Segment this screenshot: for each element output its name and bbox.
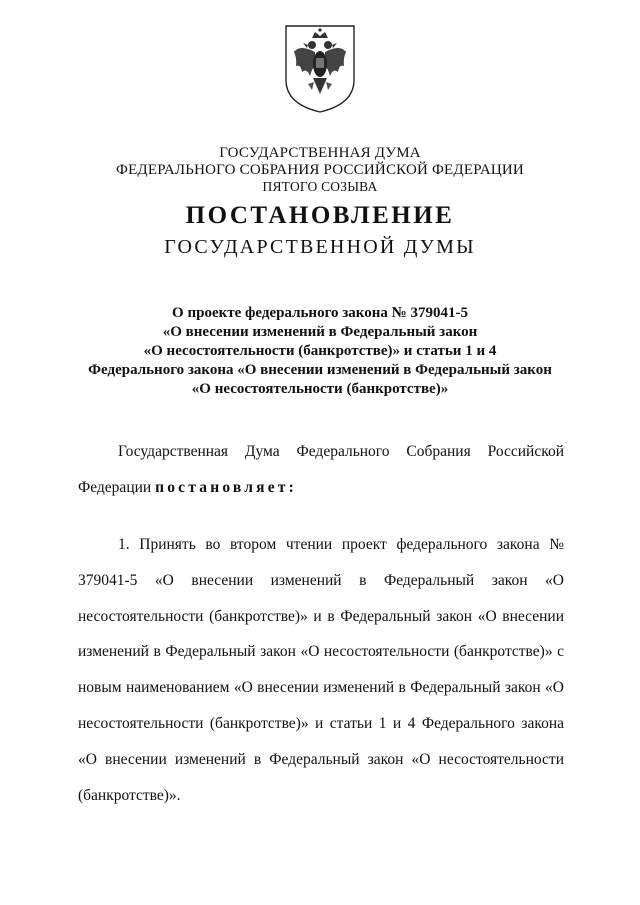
org-line-assembly: ФЕДЕРАЛЬНОГО СОБРАНИЯ РОССИЙСКОЙ ФЕДЕРАЦИИ bbox=[116, 162, 524, 178]
subject-line: «О несостоятельности (банкротстве)» и статьи 1 и 4 bbox=[143, 343, 497, 359]
preamble-text: Государственная Дума Федерального Собрания Российской Федерации bbox=[78, 443, 564, 496]
document-issuer: ГОСУДАРСТВЕННОЙ ДУМЫ bbox=[164, 236, 476, 258]
org-line-duma: ГОСУДАРСТВЕННАЯ ДУМА bbox=[219, 145, 421, 161]
subject-line: «О несостоятельности (банкротстве)» bbox=[191, 381, 449, 397]
subject-line: «О внесении изменений в Федеральный закон bbox=[162, 324, 478, 340]
emblem-left-wing bbox=[294, 48, 315, 76]
emblem-right-head bbox=[324, 41, 332, 49]
emblem-right-wing bbox=[325, 48, 346, 76]
preamble-paragraph bbox=[78, 434, 564, 506]
emblem-crown bbox=[312, 32, 328, 38]
org-line-convocation: ПЯТОГО СОЗЫВА bbox=[262, 179, 378, 194]
russian-coat-of-arms-icon bbox=[282, 22, 358, 114]
item-1-paragraph: 1. Принять во втором чтении проект федерального закона № 379041-5 «О внесении изменений в Федеральный закон «О несостоятельности (банкротстве)» и в Федеральный закон «О внесении изменений в Федеральный закон «О несостоятельности (банкротстве)» с новым наименованием «О внесении изменений в Федеральный закон «О несостоятельности (банкротстве)» и статьи 1 и 4 Федерального закона «О внесении изменений в Федеральный закон «О несостоятельности (банкротстве)». bbox=[78, 536, 564, 804]
preamble-verb: постановляет: bbox=[155, 478, 297, 496]
emblem-left-head bbox=[308, 41, 316, 49]
emblem-tail bbox=[313, 78, 327, 94]
subject-block bbox=[0, 304, 640, 399]
subject-line: О проекте федерального закона № 379041-5 bbox=[172, 305, 468, 321]
subject-line: Федерального закона «О внесении изменений в Федеральный закон bbox=[88, 362, 552, 378]
document-type: ПОСТАНОВЛЕНИЕ bbox=[185, 202, 455, 229]
